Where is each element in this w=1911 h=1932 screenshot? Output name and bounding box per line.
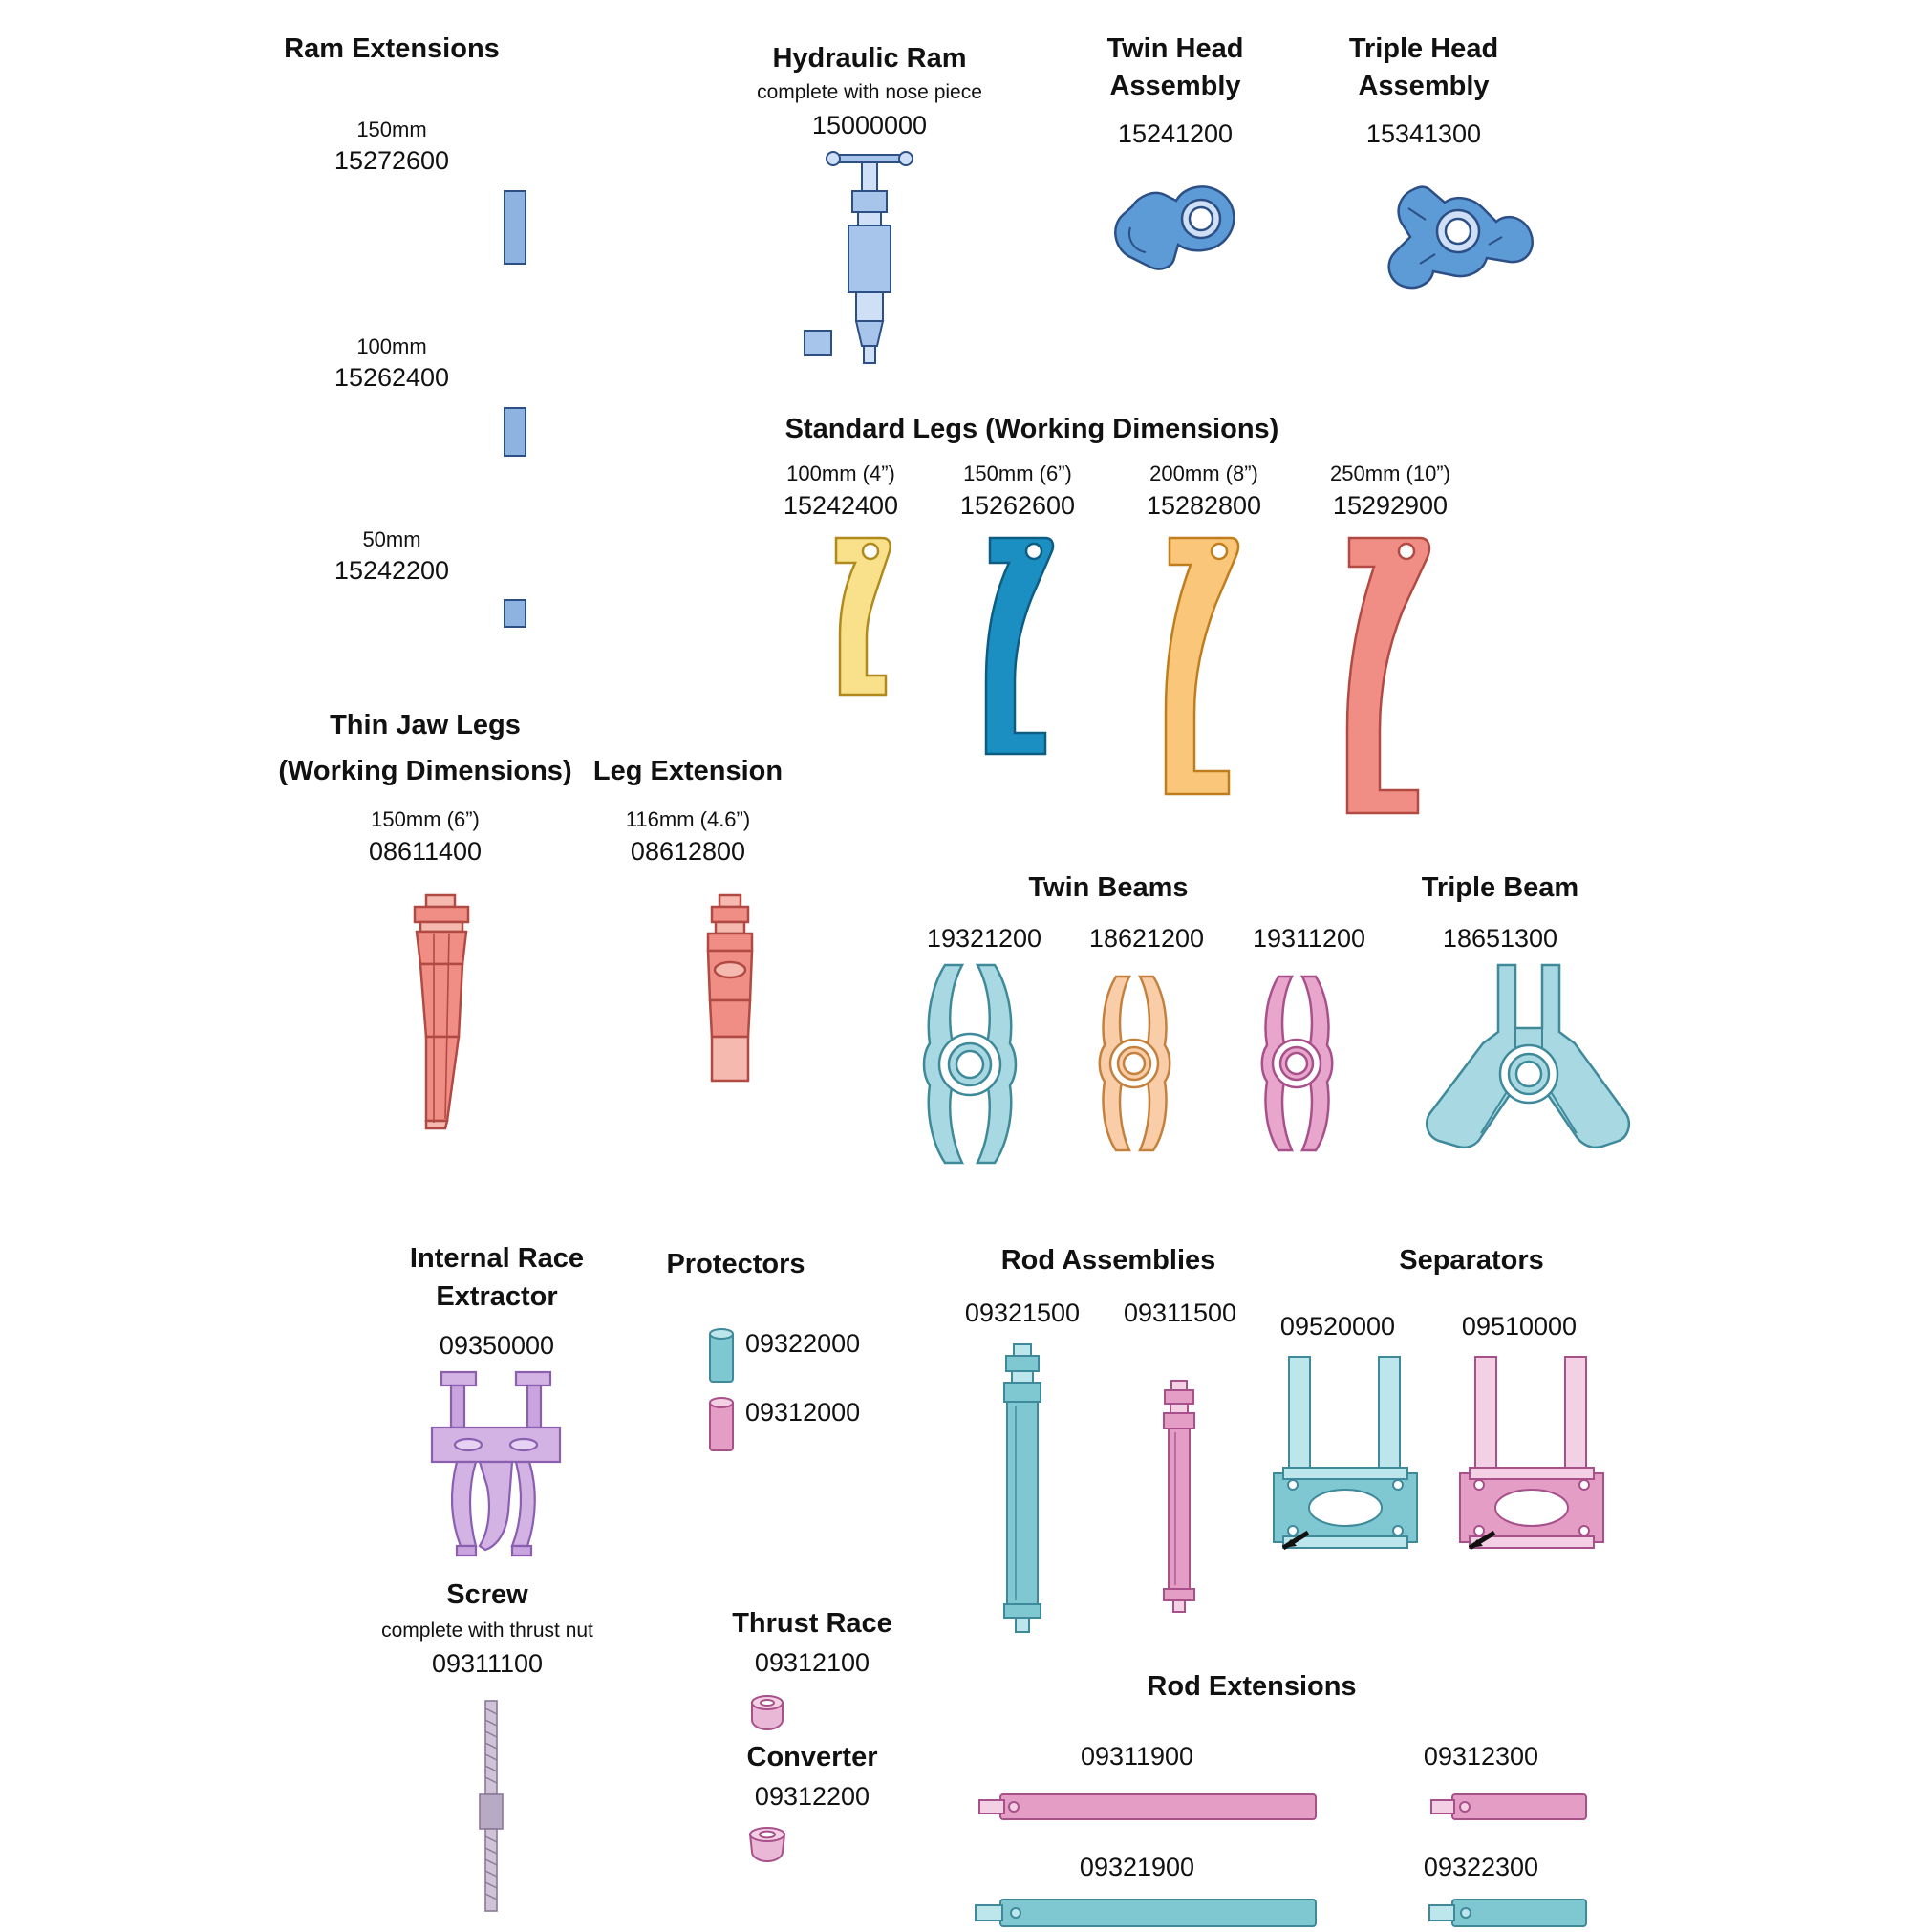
hydraulic-ram-subtitle: complete with nose piece (757, 81, 982, 103)
leg-extension-title: Leg Extension (592, 756, 784, 786)
twin-head-part: 15241200 (1117, 119, 1234, 148)
ram-extension-3-size: 50mm (362, 527, 421, 551)
ram-extension-1-size: 150mm (356, 118, 427, 141)
thrust-race-title: Thrust Race (732, 1608, 892, 1639)
rod-assemblies-title: Rod Assemblies (1000, 1245, 1216, 1276)
ram-extension-2-size: 100mm (356, 334, 427, 358)
hydraulic-ram-title: Hydraulic Ram (772, 43, 967, 74)
leg-extension-graphic (683, 893, 779, 1094)
thin-jaw-legs-size: 150mm (6”) (371, 807, 480, 831)
internal-race-extractor-title-line2: Extractor (436, 1281, 558, 1312)
ram-extensions-title: Ram Extensions (284, 33, 500, 64)
rod-assembly-1-part: 09321500 (964, 1299, 1081, 1327)
standard-legs-title: Standard Legs (Working Dimensions) (784, 414, 1279, 444)
screw-title: Screw (446, 1579, 528, 1610)
separator-1-part: 09520000 (1279, 1312, 1396, 1341)
standard-leg-4-size: 250mm (10”) (1330, 462, 1450, 485)
standard-leg-3-size: 200mm (8”) (1149, 462, 1258, 485)
triple-head-title-line1: Triple Head (1348, 33, 1499, 64)
standard-leg-1-part: 15242400 (783, 491, 899, 520)
rod-assembly-1-graphic (989, 1342, 1056, 1634)
rod-assembly-2-graphic (1151, 1379, 1209, 1613)
twin-beam-2-part: 18621200 (1088, 924, 1205, 953)
standard-leg-100mm-graphic (807, 530, 893, 712)
twin-head-assembly-graphic (1104, 172, 1256, 296)
twin-beams-title: Twin Beams (1028, 872, 1189, 903)
standard-leg-4-part: 15292900 (1332, 491, 1449, 520)
protector-1-part: 09322000 (745, 1329, 861, 1358)
rod-assembly-2-part: 09311500 (1123, 1299, 1237, 1327)
internal-race-extractor-title-line1: Internal Race (409, 1243, 585, 1274)
screw-part: 09311100 (431, 1649, 544, 1678)
twin-beam-3-part: 19311200 (1252, 924, 1366, 953)
leg-extension-size: 116mm (4.6”) (625, 807, 751, 831)
triple-beam-part: 18651300 (1442, 924, 1558, 953)
separators-title: Separators (1399, 1245, 1544, 1276)
twin-beam-1-graphic (913, 961, 1027, 1167)
converter-graphic (741, 1825, 794, 1867)
protector-2-part: 09312000 (745, 1398, 861, 1427)
twin-beam-2-graphic (1089, 973, 1180, 1154)
ram-extension-100mm-graphic (497, 406, 535, 459)
screw-subtitle: complete with thrust nut (381, 1620, 593, 1642)
rod-extension-2-part: 09312300 (1423, 1742, 1539, 1771)
triple-head-assembly-graphic (1376, 170, 1548, 304)
protector-1-graphic (702, 1326, 741, 1385)
ram-extension-150mm-graphic (497, 189, 535, 266)
screw-graphic (468, 1699, 516, 1911)
rod-extension-3-graphic (970, 1894, 1323, 1932)
twin-beam-3-graphic (1252, 973, 1342, 1154)
standard-leg-150mm-graphic (965, 530, 1061, 769)
standard-leg-3-part: 15282800 (1146, 491, 1262, 520)
internal-race-extractor-graphic (420, 1368, 573, 1559)
triple-head-title-line2: Assembly (1358, 71, 1490, 101)
converter-title: Converter (746, 1742, 878, 1772)
separator-1-graphic (1266, 1355, 1424, 1560)
leg-extension-part: 08612800 (630, 837, 746, 866)
rod-extension-2-graphic (1424, 1789, 1596, 1827)
triple-head-part: 15341300 (1365, 119, 1482, 148)
twin-head-title-line1: Twin Head (1106, 33, 1244, 64)
ram-extension-3-part: 15242200 (333, 556, 450, 585)
hydraulic-ram-part: 15000000 (811, 111, 928, 140)
ram-extension-50mm-graphic (497, 598, 535, 631)
rod-extension-3-part: 09321900 (1079, 1853, 1195, 1881)
rod-extension-4-part: 09322300 (1423, 1853, 1539, 1881)
separator-2-graphic (1452, 1355, 1610, 1560)
thin-jaw-legs-title-line2: (Working Dimensions) (278, 756, 572, 786)
thin-jaw-legs-title-line1: Thin Jaw Legs (330, 710, 521, 741)
rod-extension-1-part: 09311900 (1080, 1742, 1194, 1771)
standard-leg-2-size: 150mm (6”) (963, 462, 1072, 485)
thin-jaw-leg-graphic (392, 893, 497, 1132)
twin-beam-1-part: 19321200 (926, 924, 1042, 953)
rod-extensions-title: Rod Extensions (1147, 1671, 1357, 1702)
internal-race-extractor-part: 09350000 (439, 1331, 555, 1360)
standard-leg-2-part: 15262600 (959, 491, 1076, 520)
ram-extension-1-part: 15272600 (333, 146, 450, 175)
thin-jaw-legs-part: 08611400 (368, 837, 483, 866)
converter-part: 09312200 (754, 1782, 870, 1811)
thrust-race-part: 09312100 (754, 1648, 870, 1677)
standard-leg-250mm-graphic (1328, 530, 1438, 826)
protector-2-graphic (702, 1395, 741, 1454)
hydraulic-ram-graphic (793, 143, 946, 377)
ram-extension-2-part: 15262400 (333, 363, 450, 392)
thrust-race-graphic (741, 1691, 794, 1733)
standard-leg-200mm-graphic (1147, 530, 1247, 807)
rod-extension-1-graphic (970, 1789, 1323, 1827)
triple-beam-title: Triple Beam (1421, 872, 1579, 903)
separator-2-part: 09510000 (1461, 1312, 1578, 1341)
twin-head-title-line2: Assembly (1109, 71, 1241, 101)
triple-beam-graphic (1424, 961, 1634, 1167)
protectors-title: Protectors (666, 1249, 805, 1279)
rod-extension-4-graphic (1424, 1894, 1596, 1932)
standard-leg-1-size: 100mm (4”) (786, 462, 895, 485)
